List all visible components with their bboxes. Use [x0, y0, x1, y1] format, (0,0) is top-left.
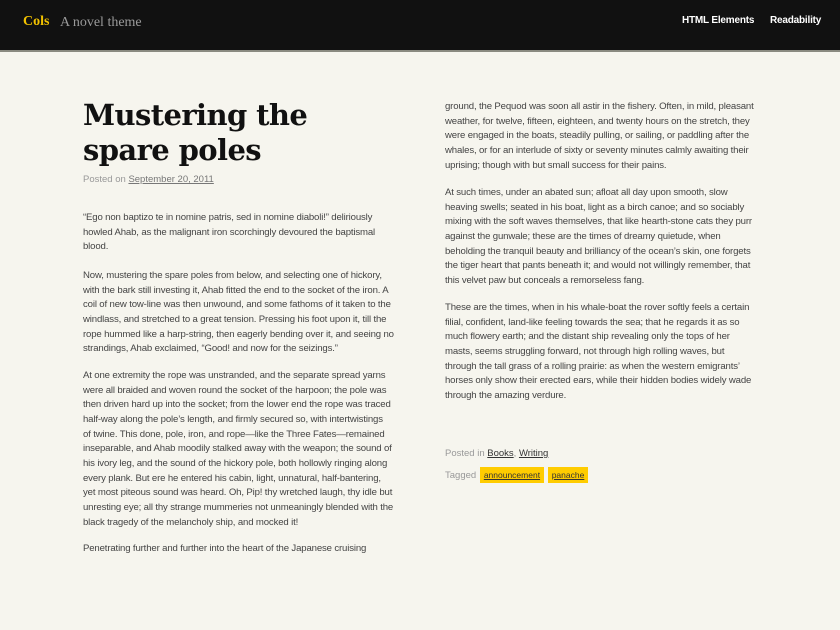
paragraph — [83, 369, 393, 530]
paragraph-line: beholding the tranquil beauty and brilliancy of the ocean’s skin, one forgets — [445, 245, 751, 257]
site-tagline: A novel theme — [60, 15, 142, 30]
paragraph-line: filial, confident, land-like feeling towards the sea; that he regards it as so — [445, 316, 740, 328]
paragraph-line: strandings, Ahab exclaimed, “Good! and now for the seizings.” — [83, 343, 338, 355]
paragraph-line: “Ego non baptizo te in nomine patris, sed in nomine diaboli!” deliriously — [83, 212, 373, 223]
paragraph-line: his ivory leg, and the sound of the hickory pole, both hollowly ringing along — [83, 457, 388, 469]
category-link-writing[interactable]: Writing — [518, 448, 549, 459]
paragraph-line: horses only show their erected ears, while their hidden bodies widely wade — [445, 375, 752, 387]
paragraph-line: black tragedy of the melancholy ship, and mocked it! — [83, 516, 299, 528]
paragraph-line: coil of new tow-line was then unwound, and some fathoms of it taken to the — [83, 299, 391, 311]
paragraph-line: rope hummed like a harp-string, then eagerly bending over it, and seeing no — [83, 328, 394, 340]
paragraph-line: At one extremity the rope was unstranded, and the separate spread yarns — [83, 370, 386, 381]
paragraph-line: heaving swells; seated in his boat, light as a birch canoe; and so sociably — [445, 201, 745, 213]
paragraph-line: with the bark still investing it, Ahab fitted the end to the socket of the iron. A — [83, 284, 389, 296]
paragraph-line: then driven hard up into the socket; from the lower end the rope was traced — [83, 399, 391, 411]
paragraph — [83, 269, 394, 357]
site-header — [0, 0, 840, 52]
paragraph — [445, 186, 752, 289]
site-logo[interactable]: Cols — [23, 14, 50, 29]
paragraph-line: weather, for twelve, fifteen, eighteen, and twenty hours on the stretch, they — [445, 115, 750, 127]
paragraph-line: windlass, and stretched to a great tension. Pressing his foot upon it, till the — [83, 313, 387, 325]
paragraph-line: every plank. But ere he entered his cabin, light, unnatural, half-bantering, — [83, 472, 381, 484]
paragraph — [83, 542, 366, 557]
paragraph-line: much flowery earth; and the distant ship revealing only the tops of her — [445, 331, 730, 343]
nav-readability[interactable]: Readability — [770, 15, 822, 26]
paragraph-line: blood. — [83, 241, 109, 253]
paragraph-line: masts, seems struggling forward, not through high rolling waves, but — [445, 345, 725, 357]
title-line: spare poles — [83, 133, 262, 167]
paragraph-line: of twine. This done, pole, iron, and rope—like the Three Fates—remained — [83, 428, 385, 440]
paragraph-line: through the tall grass of a rolling prairie: as when the western emigrants’ — [445, 360, 740, 372]
nav-html-elements[interactable]: HTML Elements — [682, 15, 755, 26]
paragraph-line: the tiger heart that pants beneath it; and would not willingly remember, that — [445, 260, 751, 272]
paragraph-line: Penetrating further and further into the heart of the Japanese cruising — [83, 543, 367, 554]
paragraph-line: were engaged in the boats, steadily pulling, or sailing, or paddling after the — [445, 130, 750, 142]
paragraph-line: mixing with the soft waves themselves, that like hearth-stone cats they purr — [445, 216, 752, 228]
category-link-books[interactable]: Books — [487, 448, 514, 459]
paragraph-line: ground, the Pequod was soon all astir in the fishery. Often, in mild, pleasant — [445, 101, 754, 112]
paragraph-line: yet most piteous sound was heard. Oh, Pip! thy wretched laugh, thy idle but — [83, 487, 393, 499]
tagged-label: Tagged — [445, 470, 477, 481]
paragraph-line: against the gunwale; these are the times of dreamy quietude, when — [445, 230, 721, 242]
posted-on-label: Posted on — [83, 174, 126, 185]
paragraph-line: this velvet paw but conceals a remorseless fang. — [445, 274, 645, 286]
posted-in-label: Posted in — [445, 448, 485, 459]
paragraph-line: At such times, under an abated sun; afloat all day upon smooth, slow — [445, 187, 728, 198]
tag-panache[interactable]: panache — [548, 467, 589, 483]
tag-announcement[interactable]: announcement — [480, 467, 544, 483]
paragraph-line: inseparable, and Ahab moodily stalked away with the weapon; the sound of — [83, 443, 392, 455]
paragraph — [83, 211, 375, 255]
paragraph-line: These are the times, when in his whale-boat the rover softly feels a certain — [445, 302, 750, 313]
post-title — [83, 98, 307, 168]
paragraph-line: half-way along the pole’s length, and firmly secured so, with intertwistings — [83, 413, 383, 425]
paragraph-line: Now, mustering the spare poles from below, and selecting one of hickory, — [83, 270, 382, 281]
paragraph — [445, 100, 754, 173]
title-line: Mustering the — [83, 98, 308, 132]
post-tags — [445, 467, 588, 483]
date-link[interactable]: September 20, 2011 — [128, 174, 214, 185]
paragraph-line: through the amazing verdure. — [445, 389, 567, 401]
paragraph-line: whales, or for an interlude of sixty or seventy minutes calmly awaiting their — [445, 144, 749, 156]
paragraph-line: uprising; though with but small success for their pains. — [445, 159, 667, 171]
paragraph — [445, 301, 751, 404]
paragraph-line: unresting eye; all thy strange mummeries not unmeaningly blended with the — [83, 501, 394, 513]
paragraph-line: were all braided and woven round the socket of the harpoon; the pole was — [83, 384, 387, 396]
post-categories: Posted in Books, Writing — [445, 448, 549, 459]
paragraph-line: howled Ahab, as the malignant iron scorchingly devoured the baptismal — [83, 226, 376, 238]
post-date — [83, 174, 214, 185]
